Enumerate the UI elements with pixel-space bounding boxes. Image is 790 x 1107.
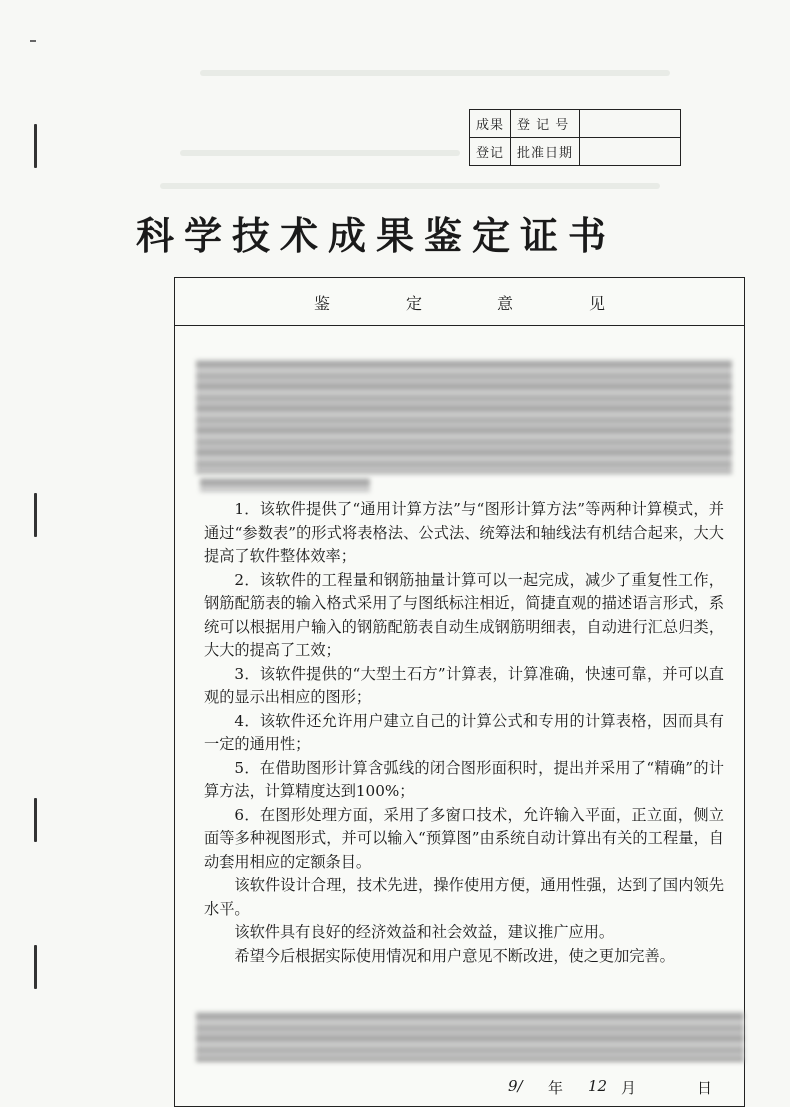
date-month-label: 月 bbox=[621, 1079, 637, 1097]
section-header-char: 意 bbox=[497, 294, 514, 313]
opinion-paragraph: 1．该软件提供了“通用计算方法”与“图形计算方法”等两种计算模式，并通过“参数表”的形式将表格法、公式法、统筹法和轴线法有机结合起来，大大提高了软件整体效率； bbox=[204, 500, 724, 565]
staple-mark bbox=[34, 124, 37, 168]
registration-table bbox=[469, 109, 681, 166]
staple-mark bbox=[34, 493, 37, 537]
reg-label-top: 成果 bbox=[470, 110, 511, 138]
section-header-char: 见 bbox=[589, 294, 606, 313]
staple-mark bbox=[34, 798, 37, 842]
approval-date-value bbox=[580, 138, 681, 166]
opinion-paragraph: 5．在借助图形计算含弧线的闭合图形面积时，提出并采用了“精确”的计算方法，计算精度达到100%； bbox=[204, 758, 724, 800]
opinion-paragraph: 该软件具有良好的经济效益和社会效益，建议推广应用。 bbox=[234, 923, 615, 941]
reg-number-label: 登 记 号 bbox=[511, 110, 580, 138]
opinion-text bbox=[204, 498, 724, 968]
show-through-line bbox=[180, 150, 460, 156]
date-year-label: 年 bbox=[548, 1079, 564, 1097]
opinion-paragraph: 4．该软件还允许用户建立自己的计算公式和专用的计算表格，因而具有一定的通用性； bbox=[204, 711, 724, 753]
show-through-line bbox=[200, 70, 670, 76]
opinion-paragraph: 3．该软件提供的“大型土石方”计算表，计算准确，快速可靠，并可以直观的显示出相应的图形； bbox=[204, 664, 724, 706]
reg-number-value bbox=[580, 110, 681, 138]
date-year-digits: 9/ bbox=[508, 1077, 523, 1095]
redacted-block bbox=[196, 360, 732, 474]
section-header-char: 定 bbox=[406, 294, 423, 313]
show-through-line bbox=[160, 183, 660, 189]
redacted-block bbox=[196, 1012, 744, 1062]
redacted-block bbox=[200, 478, 370, 492]
date-day-label: 日 bbox=[697, 1079, 713, 1097]
reg-label-bottom: 登记 bbox=[470, 138, 511, 166]
staple-mark bbox=[34, 945, 37, 989]
opinion-paragraph: 6．在图形处理方面，采用了多窗口技术，允许输入平面，正立面，侧立面等多种视图形式，并可以输入“预算图”由系统自动计算出有关的工程量，自动套用相应的定额条目。 bbox=[204, 805, 724, 871]
section-header bbox=[175, 278, 744, 326]
date-month-digits: 12 bbox=[588, 1077, 608, 1095]
binding-tick bbox=[30, 40, 36, 42]
certificate-title: 科学技术成果鉴定证书 bbox=[136, 213, 617, 258]
opinion-paragraph: 该软件设计合理，技术先进，操作使用方便，通用性强，达到了国内领先水平。 bbox=[204, 876, 724, 918]
opinion-paragraph: 2．该软件的工程量和钢筋抽量计算可以一起完成，减少了重复性工作，钢筋配筋表的输入格式采用了与图纸标注相近，简捷直观的描述语言形式，系统可以根据用户输入的钢筋配筋表自动生成钢筋明细表，自动进行汇总归类，大大的提高了工效； bbox=[204, 570, 724, 659]
opinion-paragraph: 希望今后根据实际使用情况和用户意见不断改进，使之更加完善。 bbox=[234, 946, 675, 965]
approval-date-label: 批准日期 bbox=[511, 138, 580, 166]
section-header-char: 鉴 bbox=[314, 294, 331, 313]
